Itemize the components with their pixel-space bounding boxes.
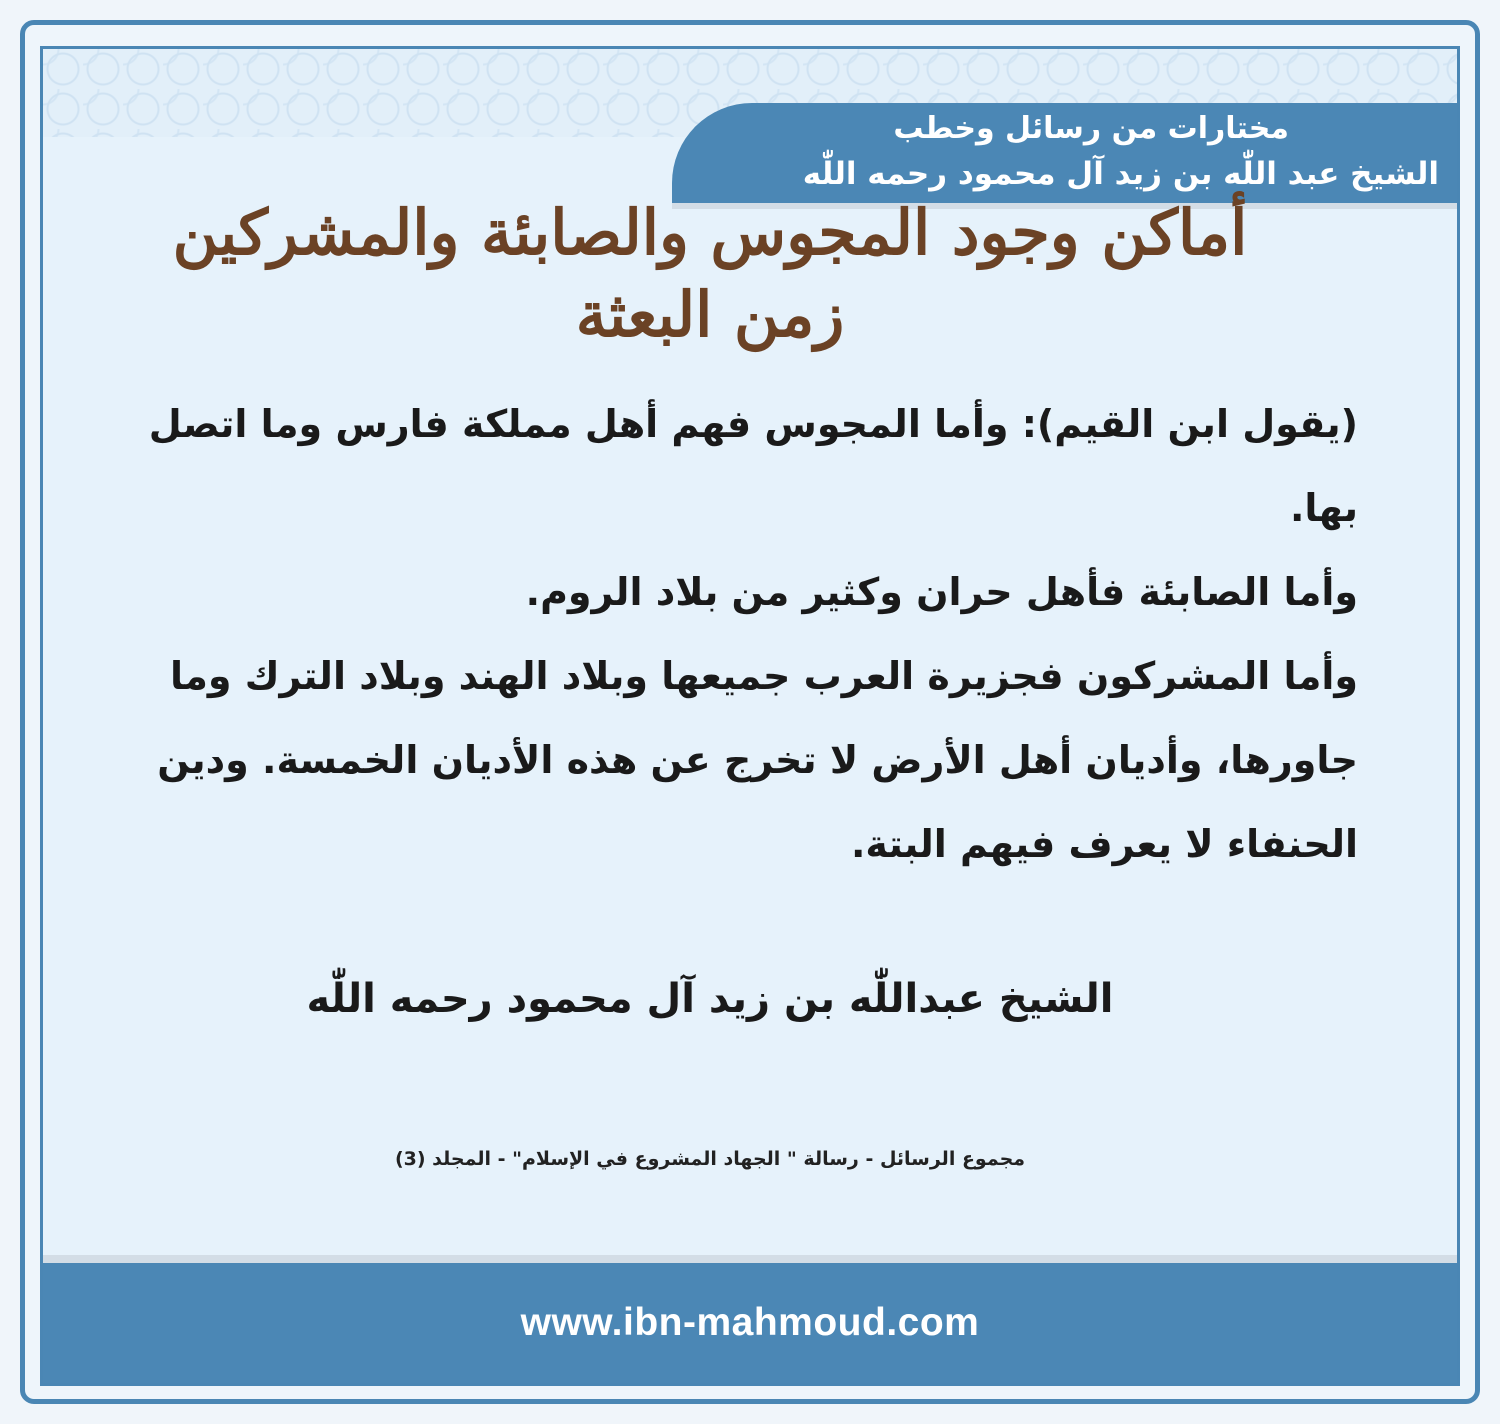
- article-title: [60, 192, 1360, 356]
- body-paragraph-3: وأما المشركون فجزيرة العرب جميعها وبلاد الهند وبلاد الترك وما جاورها، وأديان أهل الأرض لا تخرج عن هذه الأديان الخمسة. ودين الحنفاء لا يعرف فيهم البتة.: [157, 654, 1358, 866]
- body-paragraph-1: (يقول ابن القيم): وأما المجوس فهم أهل مملكة فارس وما اتصل بها.: [148, 402, 1358, 530]
- body-paragraph-2: وأما الصابئة فأهل حران وكثير من بلاد الروم.: [525, 570, 1358, 614]
- article-body: [100, 382, 1358, 886]
- article-title-line1: أماكن وجود المجوس والصابئة والمشركين: [172, 196, 1248, 269]
- author-signature: الشيخ عبداللّٰه بن زيد آل محمود رحمه اللّٰه: [306, 976, 1114, 1022]
- header-tab: [672, 103, 1457, 203]
- source-citation: مجموع الرسائل - رسالة " الجهاد المشروع في الإسلام" - المجلد (3): [394, 1148, 1026, 1170]
- header-series-title: مختارات من رسائل وخطب: [893, 111, 1289, 146]
- footer-bar: [43, 1263, 1457, 1383]
- article-title-line2: زمن البعثة: [575, 278, 845, 351]
- website-link[interactable]: www.ibn-mahmoud.com: [520, 1301, 980, 1344]
- header-author-name: الشيخ عبد اللّٰه بن زيد آل محمود رحمه اللّٰه: [802, 156, 1439, 192]
